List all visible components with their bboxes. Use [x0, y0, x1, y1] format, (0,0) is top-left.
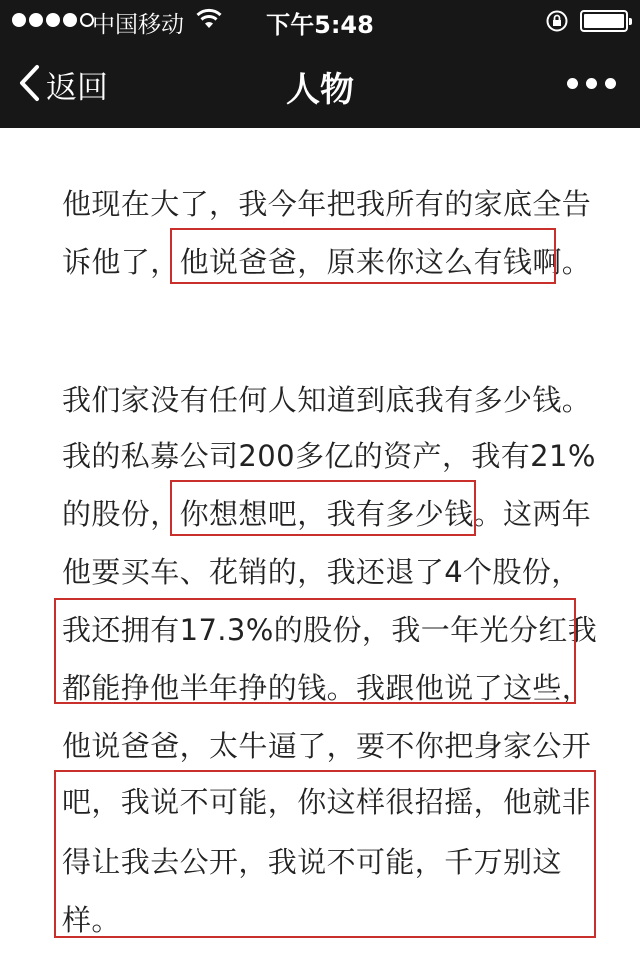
- status-bar: [0, 0, 640, 40]
- highlight-box: [170, 480, 476, 536]
- status-time: 下午5:48: [266, 11, 374, 39]
- page-title: 人物: [286, 70, 354, 110]
- article-line: 诉他了，他说爸爸，原来你这么有钱啊。: [62, 245, 592, 279]
- article-line: 他现在大了，我今年把我所有的家底全告: [62, 187, 592, 221]
- article-body: [0, 128, 640, 960]
- article-line: 他说爸爸，太牛逼了，要不你把身家公开: [62, 729, 592, 763]
- rotation-lock-icon: [545, 9, 569, 39]
- article-line: 我还拥有17.3%的股份，我一年光分红我: [62, 613, 598, 647]
- back-label: 返回: [46, 70, 108, 106]
- navigation-bar: [0, 40, 640, 128]
- highlight-box: [54, 598, 576, 704]
- article-line: 我的私募公司200多亿的资产，我有21%: [62, 439, 596, 473]
- highlight-box: [170, 228, 556, 284]
- article-line: 得让我去公开，我说不可能，千万别这: [62, 845, 562, 879]
- battery-icon: [580, 10, 628, 32]
- article-line: 吧，我说不可能，你这样很招摇，他就非: [62, 785, 592, 819]
- article-line: 他要买车、花销的，我还退了4个股份，: [62, 555, 581, 589]
- more-icon[interactable]: [567, 78, 616, 89]
- article-line: 样。: [62, 903, 121, 937]
- highlight-box: [54, 770, 596, 938]
- article-line: 的股份，你想想吧，我有多少钱。这两年: [62, 497, 592, 531]
- carrier-name: 中国移动: [92, 12, 184, 38]
- article-line: 都能挣他半年挣的钱。我跟他说了这些，: [62, 671, 592, 705]
- article-line: 我们家没有任何人知道到底我有多少钱。: [62, 383, 592, 417]
